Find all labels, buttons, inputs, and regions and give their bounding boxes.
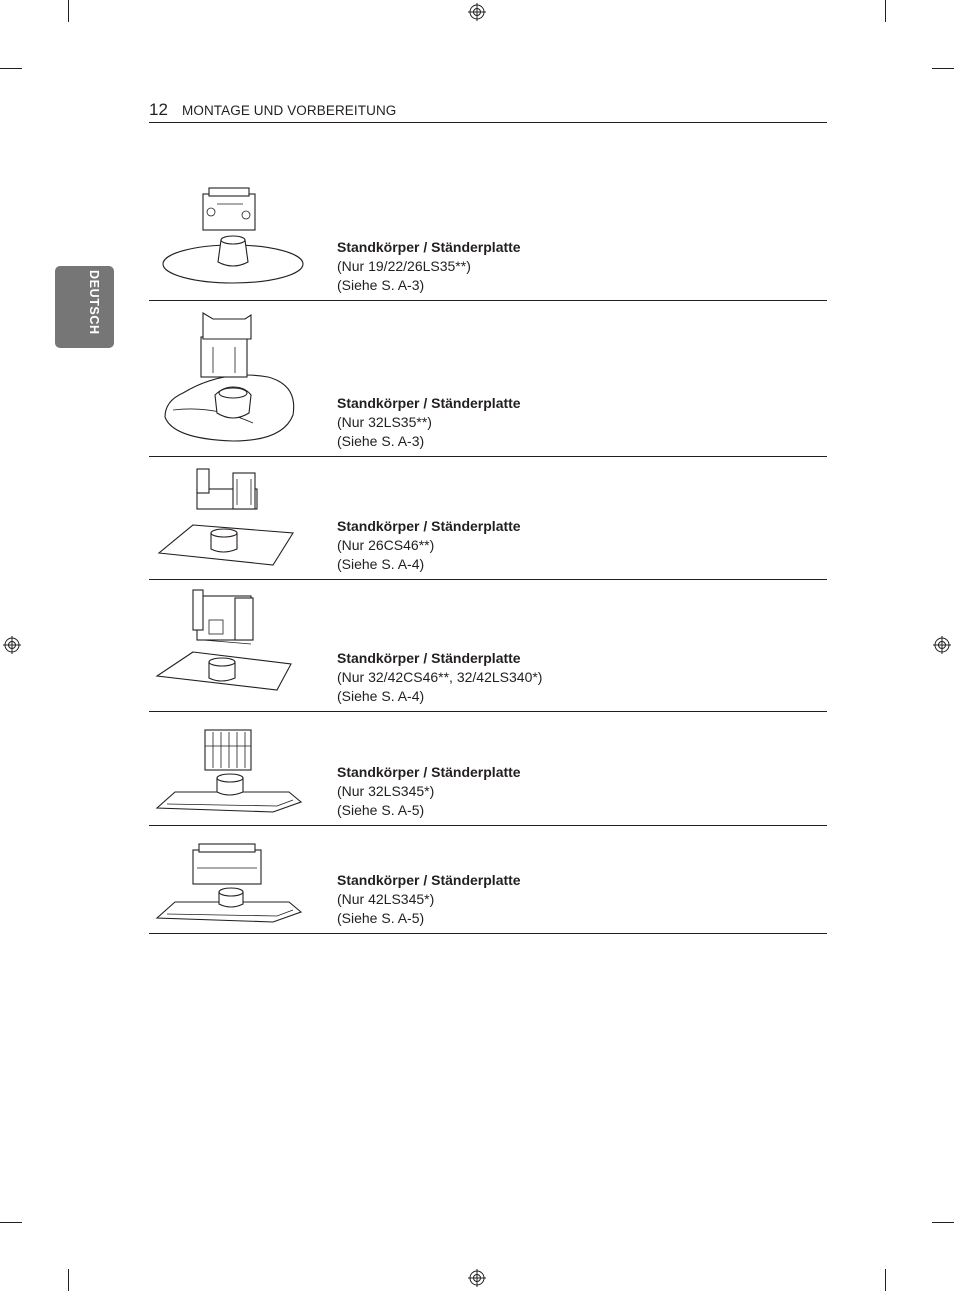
item-models: (Nur 32LS35**) [337, 414, 432, 430]
item-title: Standkörper / Ständerplatte [337, 650, 521, 666]
item-reference: (Siehe S. A-5) [337, 910, 425, 926]
stand-flat-base-wide-icon [153, 830, 313, 928]
item-reference: (Siehe S. A-3) [337, 433, 425, 449]
item-reference: (Siehe S. A-4) [337, 556, 425, 572]
item-models: (Nur 32/42CS46**, 32/42LS340*) [337, 669, 543, 685]
item-description [337, 763, 521, 820]
page-number: 12 [149, 100, 168, 119]
section-title: MONTAGE UND VORBEREITUNG [182, 103, 397, 118]
item-title: Standkörper / Ständerplatte [337, 872, 521, 888]
page-header [149, 100, 827, 123]
item-description [337, 394, 521, 451]
item-title: Standkörper / Ständerplatte [337, 764, 521, 780]
crop-mark [885, 1269, 886, 1291]
item-title: Standkörper / Ständerplatte [337, 518, 521, 534]
table-row [149, 826, 827, 934]
table-row [149, 712, 827, 826]
crop-mark [0, 68, 22, 69]
stand-flat-base-icon [153, 716, 313, 820]
item-models: (Nur 42LS345*) [337, 891, 435, 907]
crop-mark [932, 1222, 954, 1223]
item-reference: (Siehe S. A-4) [337, 688, 425, 704]
parts-table [149, 176, 827, 934]
crop-mark [68, 0, 69, 22]
registration-mark-icon [933, 636, 951, 654]
table-row [149, 176, 827, 301]
crop-mark [885, 0, 886, 22]
item-description [337, 517, 521, 574]
item-models: (Nur 26CS46**) [337, 537, 435, 553]
language-tab [55, 266, 114, 348]
table-row [149, 301, 827, 457]
item-reference: (Siehe S. A-3) [337, 277, 425, 293]
table-row [149, 580, 827, 712]
table-row [149, 457, 827, 580]
registration-mark-icon [468, 3, 486, 21]
item-description [337, 238, 521, 295]
item-models: (Nur 32LS345*) [337, 783, 435, 799]
stand-oval-base-icon [153, 180, 313, 295]
registration-mark-icon [3, 636, 21, 654]
item-reference: (Siehe S. A-5) [337, 802, 425, 818]
stand-rect-base-large-icon [153, 584, 313, 706]
registration-mark-icon [468, 1269, 486, 1287]
crop-mark [68, 1269, 69, 1291]
item-models: (Nur 19/22/26LS35**) [337, 258, 471, 274]
item-description [337, 649, 542, 706]
item-title: Standkörper / Ständerplatte [337, 395, 521, 411]
crop-mark [0, 1222, 22, 1223]
stand-rect-base-icon [153, 461, 313, 574]
crop-mark [932, 68, 954, 69]
item-description [337, 871, 521, 928]
language-tab-label: DEUTSCH [87, 270, 101, 335]
item-title: Standkörper / Ständerplatte [337, 239, 521, 255]
stand-rounded-base-icon [153, 305, 313, 451]
